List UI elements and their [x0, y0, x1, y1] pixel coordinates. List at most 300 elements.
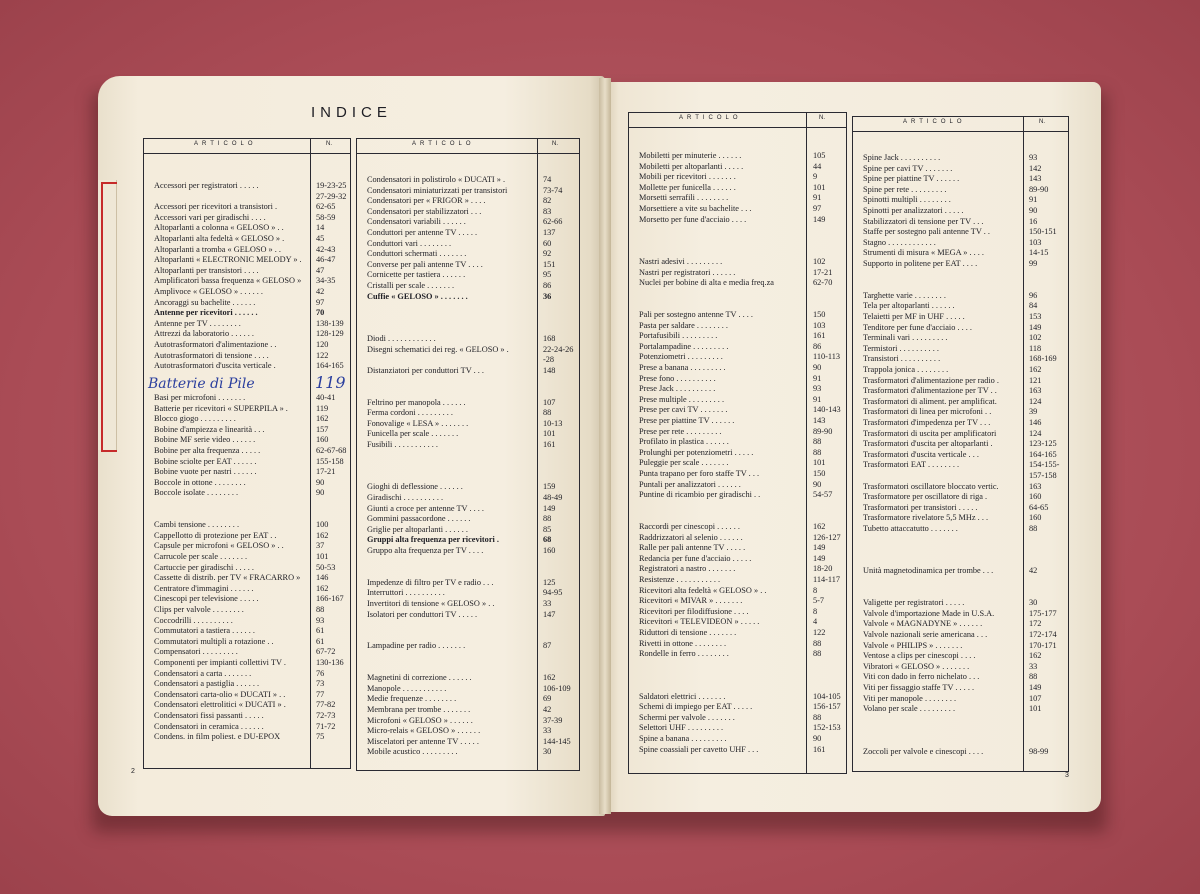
- entry-page-number: 172: [1029, 619, 1042, 629]
- entry-page-number: 144-145: [543, 736, 571, 746]
- entry-page-number: 62-70: [813, 278, 833, 288]
- entry-page-number: 75: [316, 732, 325, 742]
- entry-label: Trasformatori d'impedenza per TV . . .: [863, 418, 991, 427]
- table-header: [144, 139, 350, 154]
- entry-label: Cappellotto di protezione per EAT . .: [154, 530, 277, 540]
- entry-page-number: 105: [813, 151, 826, 160]
- entry-page-number: 162: [1029, 651, 1042, 661]
- entry-label: Spinotti multipli . . . . . . . .: [863, 195, 951, 205]
- entry-label: Cinescopi per televisione . . . . .: [154, 594, 259, 604]
- entry-page-number: 88: [813, 447, 822, 457]
- entry-page-number: 70: [316, 308, 325, 318]
- entry-label: Prese per piattine TV . . . . . .: [639, 416, 735, 425]
- entry-label: Stabilizzatori di tensione per TV . . .: [863, 216, 984, 226]
- header-articolo: ARTICOLO: [412, 141, 475, 147]
- entry-page-number: 164-165: [1029, 449, 1057, 459]
- entry-label: Spine coassiali per cavetto UHF . . .: [639, 744, 759, 754]
- entry-label: Prese multiple . . . . . . . . .: [639, 394, 725, 404]
- booklet-spine: [599, 78, 611, 814]
- entry-page-number: 16: [1029, 216, 1038, 226]
- entry-label: Membrana per trombe . . . . . . .: [367, 705, 471, 714]
- entry-page-number: 149: [813, 543, 826, 553]
- entry-label: Prese a banana . . . . . . . . .: [639, 363, 726, 372]
- entry-label: Trasformatore rivelatore 5,5 MHz . . .: [863, 513, 989, 523]
- entry-page-number: 33: [543, 599, 552, 608]
- entry-page-number: 93: [316, 615, 325, 625]
- entry-page-number: 62-67-68: [316, 446, 347, 455]
- entry-page-number: 82: [543, 196, 552, 206]
- entry-label: Coccodrilli . . . . . . . . . .: [154, 615, 233, 625]
- entry-page-number: 102: [1029, 333, 1042, 343]
- entry-label: Supporto in politene per EAT . . . .: [863, 259, 978, 268]
- entry-label: Ancoraggi su bachelite . . . . . .: [154, 297, 256, 307]
- entry-label: Zoccoli per valvole e cinescopi . . . .: [863, 746, 984, 756]
- entry-label: Trasformatori d'alimentazione per TV . .: [863, 386, 997, 396]
- entry-page-number: 152-153: [813, 723, 841, 733]
- entry-page-number: 102: [813, 257, 826, 266]
- entry-page-number: 149: [813, 553, 826, 563]
- entry-page-number: 148: [543, 365, 556, 375]
- entry-label: Selettori UHF . . . . . . . . .: [639, 723, 724, 733]
- entry-label: Condensatori per « FRIGOR » . . . .: [367, 196, 486, 206]
- entry-page-number: 90: [316, 477, 325, 487]
- entry-label: Profilato in plastica . . . . . .: [639, 437, 729, 447]
- entry-label: Puleggie per scale . . . . . . .: [639, 458, 729, 468]
- entry-label: Morsetto per fune d'acciaio . . . .: [639, 214, 747, 224]
- entry-page-number: 100: [316, 520, 329, 530]
- handwritten-note: Batterie di Pile: [148, 376, 255, 392]
- entry-page-number: 162: [543, 673, 556, 683]
- entry-label: Gruppo alta frequenza per TV . . . .: [367, 546, 484, 555]
- entry-page-number: 104-105: [813, 691, 841, 701]
- entry-label: Riduttori di tensione . . . . . . .: [639, 628, 737, 637]
- entry-label: Ventose a clips per cinescopi . . . .: [863, 651, 976, 661]
- entry-label: Diodi . . . . . . . . . . . .: [367, 334, 436, 343]
- entry-page-number: 166-167: [316, 594, 344, 604]
- index-table-2: [356, 138, 580, 771]
- entry-label: Altoparlanti « ELECTRONIC MELODY » .: [154, 255, 302, 265]
- entry-page-number: 85: [543, 524, 552, 534]
- entry-page-number: 163: [1029, 481, 1042, 491]
- handwritten-number: 119: [315, 373, 346, 392]
- entry-label: Medie frequenze . . . . . . . .: [367, 694, 457, 704]
- entry-label: Puntine di ricambio per giradischi . .: [639, 490, 761, 500]
- entry-label: Condensatori per stabilizzatori . . .: [367, 206, 482, 216]
- entry-page-number: 90: [813, 734, 822, 743]
- entry-label: Impedenze di filtro per TV e radio . . .: [367, 577, 494, 587]
- entry-label: Nastri adesivi . . . . . . . . .: [639, 257, 723, 266]
- entry-label: Condensatori variabili . . . . . .: [367, 217, 466, 227]
- entry-page-number: 86: [543, 281, 552, 290]
- entry-page-number: 172-174: [1029, 630, 1057, 639]
- entry-page-number: 137: [543, 228, 556, 237]
- entry-page-number: 46-47: [316, 255, 336, 265]
- entry-page-number: 162: [316, 583, 329, 593]
- entry-page-number: 119: [316, 403, 329, 413]
- entry-page-number: 162: [316, 414, 329, 424]
- entry-page-number: 83: [543, 206, 552, 216]
- entry-page-number: 42: [543, 705, 552, 714]
- entry-page-number: 5-7: [813, 596, 825, 606]
- entry-page-number: 60: [543, 238, 552, 248]
- entry-page-number: 87: [543, 641, 552, 651]
- entry-label: Ricevitori « TELEVIDEON » . . . . .: [639, 617, 760, 627]
- entry-page-number: 72-73: [316, 711, 336, 720]
- table-header: [357, 139, 579, 154]
- entry-label: Targhette varie . . . . . . . .: [863, 290, 946, 300]
- entry-page-number: 156-157: [813, 702, 841, 712]
- entry-page-number: 175-177: [1029, 608, 1057, 618]
- entry-label: Valvole nazionali serie americana . . .: [863, 630, 988, 639]
- entry-page-number: 48-49: [543, 493, 563, 502]
- entry-label: Transistori . . . . . . . . . .: [863, 354, 941, 364]
- entry-page-number: 146: [1029, 418, 1042, 427]
- entry-label: Valvole d'importazione Made in U.S.A.: [863, 608, 995, 618]
- entry-label: Capsule per microfoni « GELOSO » . .: [154, 541, 284, 551]
- entry-page-number: 34-35: [316, 276, 336, 286]
- entry-page-number: 150-151: [1029, 227, 1057, 237]
- entry-label: Giradischi . . . . . . . . . .: [367, 493, 444, 502]
- entry-page-number: 8: [813, 606, 818, 616]
- entry-page-number: 93: [1029, 153, 1038, 162]
- entry-page-number: 64-65: [1029, 502, 1049, 512]
- entry-label: Prolunghi per potenziometri . . . . .: [639, 447, 754, 457]
- entry-label: Punta trapano per foro staffe TV . . .: [639, 469, 760, 478]
- entry-label: Condensatori a pastiglia . . . . . .: [154, 679, 260, 689]
- entry-page-number: 42: [316, 287, 325, 296]
- entry-page-number: 88: [813, 649, 822, 659]
- entry-page-number: 118: [1029, 343, 1042, 353]
- entry-page-number: 42: [1029, 566, 1038, 576]
- column-divider: [1023, 117, 1024, 771]
- entry-page-number: 150: [813, 469, 826, 478]
- entry-label: Ricevitori per filodiffusione . . . .: [639, 606, 749, 616]
- entry-label: Morsettiere a vite su bachelite . . .: [639, 204, 752, 213]
- entry-label: Portafusibili . . . . . . . . .: [639, 331, 718, 341]
- entry-page-number: 39: [1029, 407, 1038, 417]
- entry-page-number: 30: [543, 747, 552, 757]
- entry-page-number: 90: [813, 479, 822, 489]
- entry-label: Bobine per alta frequenza . . . . .: [154, 446, 261, 455]
- entry-label: Tenditore per fune d'acciaio . . . .: [863, 322, 972, 332]
- entry-page-number: 143: [1029, 174, 1042, 184]
- entry-label: Spine per rete . . . . . . . . .: [863, 184, 947, 194]
- entry-page-number: 151: [543, 259, 556, 269]
- entry-label: Centratore d'immagini . . . . . .: [154, 583, 254, 593]
- entry-label: Cuffie « GELOSO » . . . . . . .: [367, 291, 468, 301]
- header-n: N.: [1039, 119, 1045, 125]
- entry-page-number: 107: [543, 397, 556, 407]
- entry-label: Giunti a croce per antenne TV . . . .: [367, 503, 484, 513]
- entry-label: Boccole in ottone . . . . . . . .: [154, 477, 246, 487]
- entry-label: Antenne per TV . . . . . . . .: [154, 318, 241, 328]
- entry-label: Mobiletti per minuterie . . . . . .: [639, 151, 742, 160]
- entry-page-number: 50-53: [316, 562, 336, 572]
- entry-label: Isolatori per conduttori TV . . . . .: [367, 609, 478, 619]
- entry-label: Prese fono . . . . . . . . . .: [639, 373, 716, 383]
- entry-label: Autotrasformatori d'alimentazione . .: [154, 340, 277, 349]
- entry-page-number: 146: [316, 573, 329, 583]
- entry-label: Trasformatori di uscita per amplificatori: [863, 428, 997, 438]
- entry-label: Portalampadine . . . . . . . . .: [639, 341, 729, 351]
- entry-page-number: 124: [1029, 428, 1042, 438]
- entry-page-number: 164-165: [316, 361, 344, 371]
- entry-page-number: 86: [813, 341, 822, 351]
- entry-page-number: 14: [316, 223, 325, 233]
- entry-page-number: 157: [316, 424, 329, 434]
- entry-page-number: 101: [1029, 704, 1042, 714]
- entry-page-number: 162: [1029, 365, 1042, 374]
- entry-page-number: 88: [543, 514, 552, 524]
- entry-page-number: 44: [813, 161, 822, 171]
- entry-page-number: 161: [813, 744, 826, 754]
- entry-label: Altoparlanti alta fedeltà « GELOSO » .: [154, 234, 285, 243]
- entry-page-number: 88: [1029, 524, 1038, 533]
- entry-page-number: 37: [316, 541, 325, 551]
- entry-page-number: 161: [813, 331, 826, 341]
- entry-page-number: 4: [813, 617, 818, 627]
- entry-page-number: 90: [813, 363, 822, 372]
- entry-label: Viti per manopole . . . . . . . .: [863, 693, 957, 703]
- entry-label: Conduttori per antenne TV . . . . .: [367, 228, 478, 237]
- entry-label: Mobile acustico . . . . . . . . .: [367, 747, 458, 757]
- entry-label: Interruttori . . . . . . . . . .: [367, 588, 445, 598]
- entry-label: Trasformatori d'alimentazione per radio .: [863, 375, 999, 385]
- entry-label: Batterie per ricevitori « SUPERPILA » .: [154, 403, 288, 413]
- entry-page-number: 101: [543, 429, 556, 439]
- entry-page-number: 88: [316, 605, 325, 614]
- entry-page-number: 22-24-26: [543, 344, 574, 354]
- entry-page-number: 97: [813, 204, 822, 213]
- entry-page-number: 17-21: [316, 467, 336, 477]
- entry-page-number: 84: [1029, 301, 1038, 311]
- entry-page-number: 147: [543, 609, 556, 619]
- header-articolo: ARTICOLO: [194, 141, 257, 147]
- header-n: N.: [326, 141, 332, 147]
- index-table-3: [628, 112, 847, 774]
- entry-page-number: 125: [543, 577, 556, 587]
- entry-label: Griglie per altoparlanti . . . . . .: [367, 524, 468, 534]
- entry-page-number: 99: [1029, 259, 1038, 268]
- entry-label: Schermi per valvole . . . . . . .: [639, 712, 735, 722]
- entry-page-number: 73-74: [543, 185, 563, 195]
- entry-label: Altoparlanti a colonna « GELOSO » . .: [154, 223, 284, 233]
- entry-page-number: 91: [1029, 195, 1038, 205]
- entry-label: Altoparlanti a tromba « GELOSO » . .: [154, 244, 281, 254]
- entry-label: Potenziometri . . . . . . . . .: [639, 352, 723, 362]
- entry-page-number: 33: [1029, 661, 1038, 671]
- entry-label: Trasformatori di aliment. per amplificat.: [863, 396, 997, 406]
- entry-label: Prese per cavi TV . . . . . . .: [639, 405, 728, 415]
- entry-label: Trappola jonica . . . . . . . .: [863, 365, 949, 374]
- entry-label: Micro-relais « GELOSO » . . . . . .: [367, 726, 481, 736]
- entry-label: Antenne per ricevitori . . . . . .: [154, 308, 258, 318]
- entry-label: Stagno . . . . . . . . . . . .: [863, 237, 936, 247]
- entry-page-number: 69: [543, 694, 552, 704]
- entry-page-number: 153: [1029, 312, 1042, 321]
- entry-page-number: 149: [543, 503, 556, 513]
- entry-page-number: 67-72: [316, 647, 336, 657]
- entry-label: Pasta per saldare . . . . . . . .: [639, 320, 728, 330]
- entry-page-number: 8: [813, 585, 818, 595]
- entry-page-number: 168: [543, 334, 556, 343]
- entry-label: Trasformatore per oscillatore di riga .: [863, 492, 988, 502]
- entry-page-number: 98-99: [1029, 746, 1049, 756]
- entry-page-number: 101: [316, 552, 329, 561]
- entry-label: Basi per microfoni . . . . . . .: [154, 393, 246, 402]
- entry-page-number: 107: [1029, 693, 1042, 703]
- column-divider: [537, 139, 538, 770]
- entry-label: Cristalli per scale . . . . . . .: [367, 281, 455, 290]
- entry-label: Trasformatori d'uscita per altoparlanti .: [863, 439, 993, 449]
- entry-page-number: 101: [813, 182, 826, 192]
- entry-label: Condensatori in polistirolo « DUCATI » .: [367, 175, 506, 184]
- entry-page-number: 94-95: [543, 588, 563, 598]
- entry-label: Spinotti per analizzatori . . . . .: [863, 206, 964, 215]
- entry-label: Bobine vuote per nastri . . . . . .: [154, 467, 257, 477]
- entry-label: Microfoni « GELOSO » . . . . . .: [367, 715, 473, 725]
- entry-label: Condensatori elettrolitici « DUCATI » .: [154, 700, 286, 710]
- entry-page-number: 91: [813, 193, 822, 203]
- entry-label: Commutatori a tastiera . . . . . .: [154, 626, 255, 636]
- entry-page-number: 88: [813, 638, 822, 648]
- entry-label: Condensatori a carta . . . . . . .: [154, 668, 252, 678]
- entry-page-number: 27-29-32: [316, 191, 347, 201]
- entry-page-number: 77-82: [316, 700, 336, 710]
- entry-label: Condensatori in ceramica . . . . . .: [154, 721, 264, 731]
- entry-page-number: 9: [813, 172, 818, 182]
- entry-label: Ricevitori alta fedeltà « GELOSO » . .: [639, 585, 767, 595]
- entry-page-number: 10-13: [543, 418, 563, 428]
- entry-page-number: 33: [543, 726, 552, 736]
- entry-label: Puntali per analizzatori . . . . . .: [639, 479, 741, 489]
- entry-label: Componenti per impianti collettivi TV .: [154, 658, 286, 667]
- entry-label: Prese Jack . . . . . . . . . .: [639, 384, 716, 394]
- entry-page-number: 157-158: [1029, 471, 1057, 480]
- table-header: [853, 117, 1068, 132]
- entry-page-number: 88: [1029, 672, 1038, 682]
- entry-label: Condensatori carta-olio « DUCATI » . .: [154, 689, 286, 699]
- entry-page-number: 121: [1029, 375, 1042, 385]
- entry-label: Nuclei per bobine di alta e media freq.za: [639, 278, 774, 288]
- entry-page-number: 47: [316, 265, 325, 275]
- entry-label: Condensatori miniaturizzati per transistori: [367, 185, 508, 195]
- entry-page-number: 168-169: [1029, 354, 1057, 364]
- table-header: [629, 113, 846, 128]
- entry-label: Gruppi alta frequenza per ricevitori .: [367, 535, 499, 545]
- entry-page-number: 71-72: [316, 721, 336, 731]
- entry-label: Cartuccie per giradischi . . . . .: [154, 562, 254, 572]
- entry-page-number: 124: [1029, 396, 1042, 406]
- entry-label: Mobiletti per altoparlanti . . . . .: [639, 161, 744, 171]
- entry-page-number: 123-125: [1029, 439, 1057, 449]
- entry-page-number: 14-15: [1029, 248, 1049, 258]
- header-n: N.: [819, 115, 825, 121]
- entry-page-number: 91: [813, 373, 822, 383]
- entry-label: Autotrasformatori d'uscita verticale .: [154, 361, 276, 371]
- entry-page-number: 90: [1029, 206, 1038, 215]
- entry-page-number: 88: [543, 408, 552, 418]
- entry-label: Raddrizzatori al selenio . . . . . .: [639, 532, 743, 542]
- entry-label: Valigette per registratori . . . . .: [863, 598, 965, 608]
- entry-page-number: 114-117: [813, 575, 841, 584]
- entry-page-number: 45: [316, 234, 325, 243]
- entry-page-number: 106-109: [543, 683, 571, 693]
- entry-page-number: 154-155-: [1029, 460, 1060, 470]
- entry-page-number: 88: [813, 712, 822, 722]
- entry-page-number: 68: [543, 535, 552, 545]
- entry-label: Commutatori multipli a rotazione . .: [154, 636, 274, 646]
- entry-page-number: 91: [813, 394, 822, 404]
- entry-page-number: 126-127: [813, 532, 841, 542]
- entry-page-number: 103: [1029, 237, 1042, 247]
- entry-label: Valvole « PHILIPS » . . . . . . .: [863, 640, 963, 650]
- entry-label: Boccole isolate . . . . . . . .: [154, 488, 239, 498]
- entry-label: Nastri per registratori . . . . . .: [639, 267, 736, 277]
- entry-label: Staffe per sostegno pali antenne TV . .: [863, 227, 990, 237]
- entry-page-number: -28: [543, 355, 555, 365]
- entry-page-number: 30: [1029, 598, 1038, 608]
- entry-page-number: 77: [316, 689, 325, 699]
- entry-label: Prese per rete . . . . . . . . .: [639, 426, 722, 436]
- entry-label: Altoparlanti per transistori . . . .: [154, 265, 259, 275]
- entry-label: Compensatori . . . . . . . . .: [154, 647, 238, 657]
- entry-label: Converse per pali antenne TV . . . .: [367, 259, 483, 269]
- entry-label: Raccordi per cinescopi . . . . . .: [639, 522, 740, 531]
- entry-label: Funicella per scale . . . . . . .: [367, 429, 459, 439]
- entry-label: Rondelle in ferro . . . . . . . .: [639, 649, 729, 659]
- entry-page-number: 160: [1029, 513, 1042, 523]
- entry-page-number: 130-136: [316, 658, 344, 667]
- entry-page-number: 54-57: [813, 490, 833, 500]
- entry-page-number: 163: [1029, 386, 1042, 396]
- entry-page-number: 89-90: [1029, 184, 1049, 194]
- entry-page-number: 142: [1029, 163, 1042, 173]
- entry-page-number: 160: [316, 435, 329, 445]
- entry-page-number: 149: [1029, 322, 1042, 332]
- entry-label: Viti con dado in ferro nichelato . . .: [863, 672, 980, 682]
- entry-page-number: 62-65: [316, 202, 336, 212]
- entry-page-number: 73: [316, 679, 325, 689]
- entry-page-number: 19-23-25: [316, 181, 347, 190]
- entry-label: Bobine d'ampiezza e linearità . . .: [154, 424, 265, 434]
- entry-page-number: 120: [316, 340, 329, 349]
- entry-label: Spine per cavi TV . . . . . . .: [863, 163, 953, 173]
- entry-label: Amplificatori bassa frequenza « GELOSO »: [154, 276, 302, 286]
- entry-label: Disegni schematici dei reg. « GELOSO » .: [367, 344, 509, 354]
- entry-label: Autotrasformatori di tensione . . . .: [154, 350, 269, 360]
- entry-label: Trasformatori per transistori . . . . .: [863, 502, 978, 512]
- entry-page-number: 62-66: [543, 217, 563, 227]
- header-articolo: ARTICOLO: [679, 115, 742, 121]
- entry-page-number: 74: [543, 175, 552, 184]
- entry-label: Spine a banana . . . . . . . . .: [639, 734, 727, 743]
- entry-page-number: 103: [813, 320, 826, 330]
- entry-label: Accessori per ricevitori a transistori .: [154, 202, 278, 212]
- entry-page-number: 110-113: [813, 352, 841, 362]
- entry-page-number: 61: [316, 626, 325, 636]
- entry-page-number: 61: [316, 636, 325, 646]
- entry-label: Mobili per ricevitori . . . . . . .: [639, 172, 736, 182]
- entry-label: Ferma cordoni . . . . . . . . .: [367, 408, 453, 418]
- entry-page-number: 160: [1029, 492, 1042, 502]
- entry-label: Gommini passacordone . . . . . .: [367, 514, 471, 524]
- entry-label: Spine per piattine TV . . . . . .: [863, 174, 960, 184]
- entry-label: Rivetti in ottone . . . . . . . .: [639, 638, 727, 648]
- entry-label: Vibratori « GELOSO » . . . . . . .: [863, 661, 970, 671]
- entry-page-number: 170-171: [1029, 640, 1057, 650]
- page-number-right: 3: [1065, 772, 1069, 779]
